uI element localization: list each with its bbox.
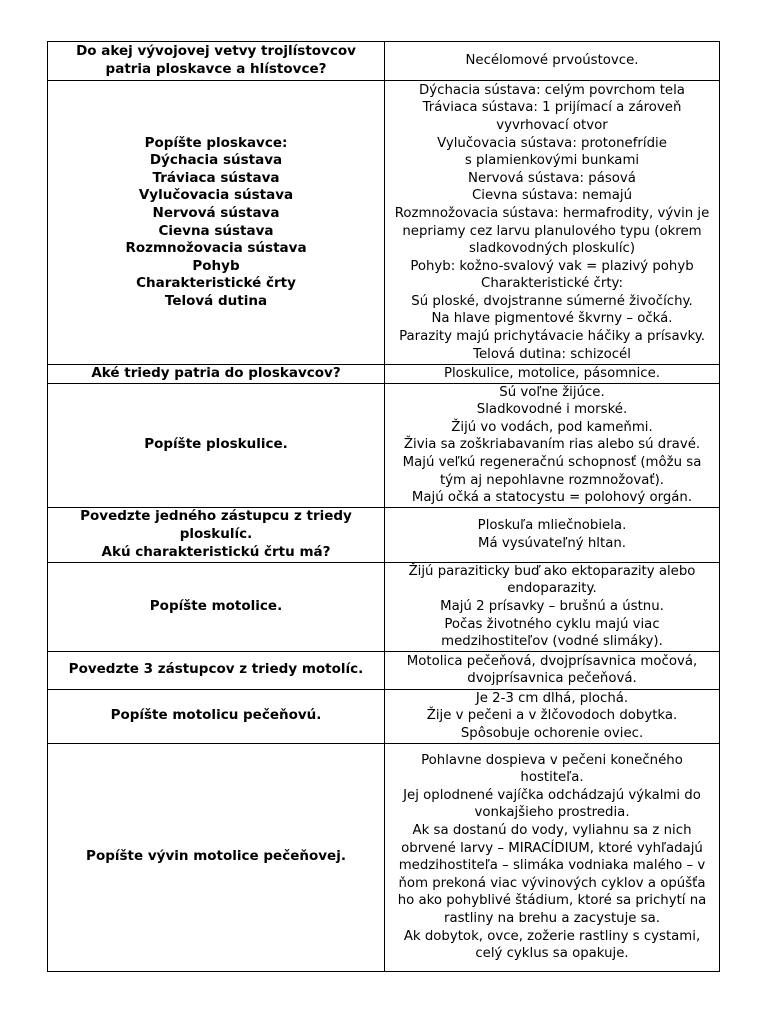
answer-line: Počas životného cyklu majú viac [444, 616, 660, 632]
answer-line: Spôsobuje ochorenie oviec. [460, 726, 644, 742]
question-line: Popíšte motolicu pečeňovú. [110, 707, 322, 724]
answer-line: Sladkovodné i morské. [476, 402, 628, 418]
answer-line: celý cyklus sa opakuje. [475, 946, 629, 962]
question-line: Dýchacia sústava [149, 152, 283, 169]
question-line: Povedzte jedného zástupcu z triedy [80, 508, 352, 525]
answer-cell [385, 42, 720, 81]
answer-line: Motolica pečeňová, dvojprísavnica močová, [406, 653, 698, 669]
answer-line: tým aj nepohlavne rozmnožovať). [439, 472, 665, 488]
answer-line: Na hlave pigmentové škvrny – očká. [431, 311, 673, 327]
table-row [48, 365, 720, 384]
question-line: ploskulíc. [179, 525, 253, 542]
answer-line: Majú očká a statocystu = polohový orgán. [411, 490, 693, 506]
question-line: Telová dutina [164, 292, 268, 309]
answer-line: Ploskuľa mliečnobiela. [477, 518, 627, 534]
table-row [48, 743, 720, 971]
answer-line: Sú voľne žijúce. [499, 384, 605, 400]
table-row [48, 383, 720, 507]
answer-line: obrvené larvy – MIRACÍDIUM, ktoré vyhľadajú [401, 840, 703, 856]
answer-line: Má vysúvateľný hltan. [478, 535, 626, 551]
answer-line: Parazity majú prichytávacie háčiky a prísavky. [399, 329, 705, 345]
question-line: Do akej vývojovej vetvy trojlístovcov [76, 43, 356, 60]
answer-line: Charakteristické črty: [481, 276, 623, 292]
question-line: Popíšte motolice. [149, 597, 283, 614]
answer-line: Vylučovacia sústava: protonefrídie [437, 135, 667, 151]
answer-line: Majú veľkú regeneračnú schopnosť (môžu sa [402, 454, 702, 470]
question-cell [48, 651, 385, 689]
question-line: Popíšte ploskulice. [144, 436, 288, 453]
answer-line: nepriamy cez larvu planulového typu (okrem [402, 223, 702, 239]
answer-line: Pohyb: kožno-svalový vak = plazivý pohyb [410, 258, 694, 274]
table-row [48, 42, 720, 81]
answer-cell [385, 743, 720, 971]
answer-line: hostiteľa. [520, 770, 584, 786]
question-line: patria ploskavce a hlístovce? [105, 61, 327, 77]
answer-line: ňom prekoná viac vývinových cyklov a opúšťa [398, 875, 706, 891]
answer-line: Sú ploské, dvojstranne súmerné živočíchy. [411, 293, 693, 309]
answer-line: Necélomové prvoústovce. [465, 53, 639, 69]
question-cell [48, 743, 385, 971]
answer-line: Jej oplodnené vajíčka odchádzajú výkalmi do [403, 787, 701, 803]
answer-line: medzihostiteľov (vodné slimáky). [441, 634, 663, 650]
answer-line: Pohlavne dospieva v pečeni konečného [421, 752, 683, 768]
answer-line: Ploskulice, motolice, pásomnice. [443, 366, 661, 381]
question-cell [48, 81, 385, 365]
answer-line: Nervová sústava: pásová [468, 170, 636, 186]
answer-cell [385, 81, 720, 365]
question-line: Tráviaca sústava [152, 169, 280, 186]
answer-line: Cievna sústava: nemajú [471, 188, 633, 204]
answer-cell [385, 507, 720, 562]
question-line: Popíšte vývin motolice pečeňovej. [86, 848, 346, 865]
answer-line: Dýchacia sústava: celým povrchom tela [419, 82, 685, 98]
answer-line: Je 2-3 cm dlhá, plochá. [475, 690, 629, 706]
answer-line: Majú 2 prísavky – brušnú a ústnu. [440, 598, 664, 614]
answer-line: Žije v pečeni a v žlčovodoch dobytka. [426, 708, 678, 724]
question-cell [48, 562, 385, 651]
answer-cell [385, 365, 720, 384]
question-line: Popíšte ploskavce: [144, 134, 288, 151]
question-line: Povedzte 3 zástupcov z triedy motolíc. [68, 661, 364, 678]
question-cell [48, 689, 385, 743]
question-line: Vylučovacia sústava [138, 187, 294, 204]
question-cell [48, 383, 385, 507]
question-cell [48, 507, 385, 562]
question-cell [48, 365, 385, 384]
answer-cell [385, 689, 720, 743]
answer-line: ho ako pohyblivé štádium, ktoré sa prichytí na [397, 893, 707, 909]
table-row [48, 689, 720, 743]
question-line: Rozmnožovacia sústava [125, 240, 307, 257]
table-row [48, 651, 720, 689]
answer-line: Tráviaca sústava: 1 prijímací a zároveň [422, 100, 682, 116]
answer-line: rastliny na brehu a zacystuje sa. [443, 911, 660, 926]
answer-line: dvojprísavnica pečeňová. [467, 671, 637, 687]
table-row [48, 81, 720, 365]
answer-line: vyvrhovací otvor [496, 117, 608, 133]
question-line: Pohyb [192, 257, 240, 274]
answer-line: Ak sa dostanú do vody, vyliahnu sa z nich [412, 823, 692, 839]
question-line: Aké triedy patria do ploskavcov? [91, 365, 341, 381]
question-line: Cievna sústava [158, 222, 274, 239]
question-line: Nervová sústava [152, 204, 280, 221]
answer-line: Žijú paraziticky buď ako ektoparazity alebo [408, 563, 696, 579]
answer-line: Žijú vo vodách, pod kameňmi. [451, 419, 653, 435]
answer-line: sladkovodných ploskulíc) [468, 241, 636, 257]
answer-cell [385, 383, 720, 507]
question-line: Akú charakteristickú črtu má? [101, 543, 331, 560]
answer-line: s plamienkovými bunkami [464, 153, 640, 169]
question-line: Charakteristické črty [136, 275, 296, 292]
answer-line: Ak dobytok, ovce, zožerie rastliny s cystami, [403, 928, 701, 944]
answer-line: Telová dutina: schizocél [473, 346, 631, 362]
answer-line: medzihostiteľa – slimáka vodniaka malého – v [398, 858, 706, 874]
qa-table [47, 41, 720, 972]
question-cell [48, 42, 385, 81]
answer-line: endoparazity. [507, 581, 597, 597]
table-row [48, 562, 720, 651]
table-row [48, 507, 720, 562]
answer-line: Rozmnožovacia sústava: hermafrodity, vývin je [394, 205, 710, 221]
answer-line: Živia sa zoškriabavaním rias alebo sú dravé. [403, 437, 701, 453]
answer-cell [385, 562, 720, 651]
answer-line: vonkajšieho prostredia. [474, 805, 630, 821]
answer-cell [385, 651, 720, 689]
